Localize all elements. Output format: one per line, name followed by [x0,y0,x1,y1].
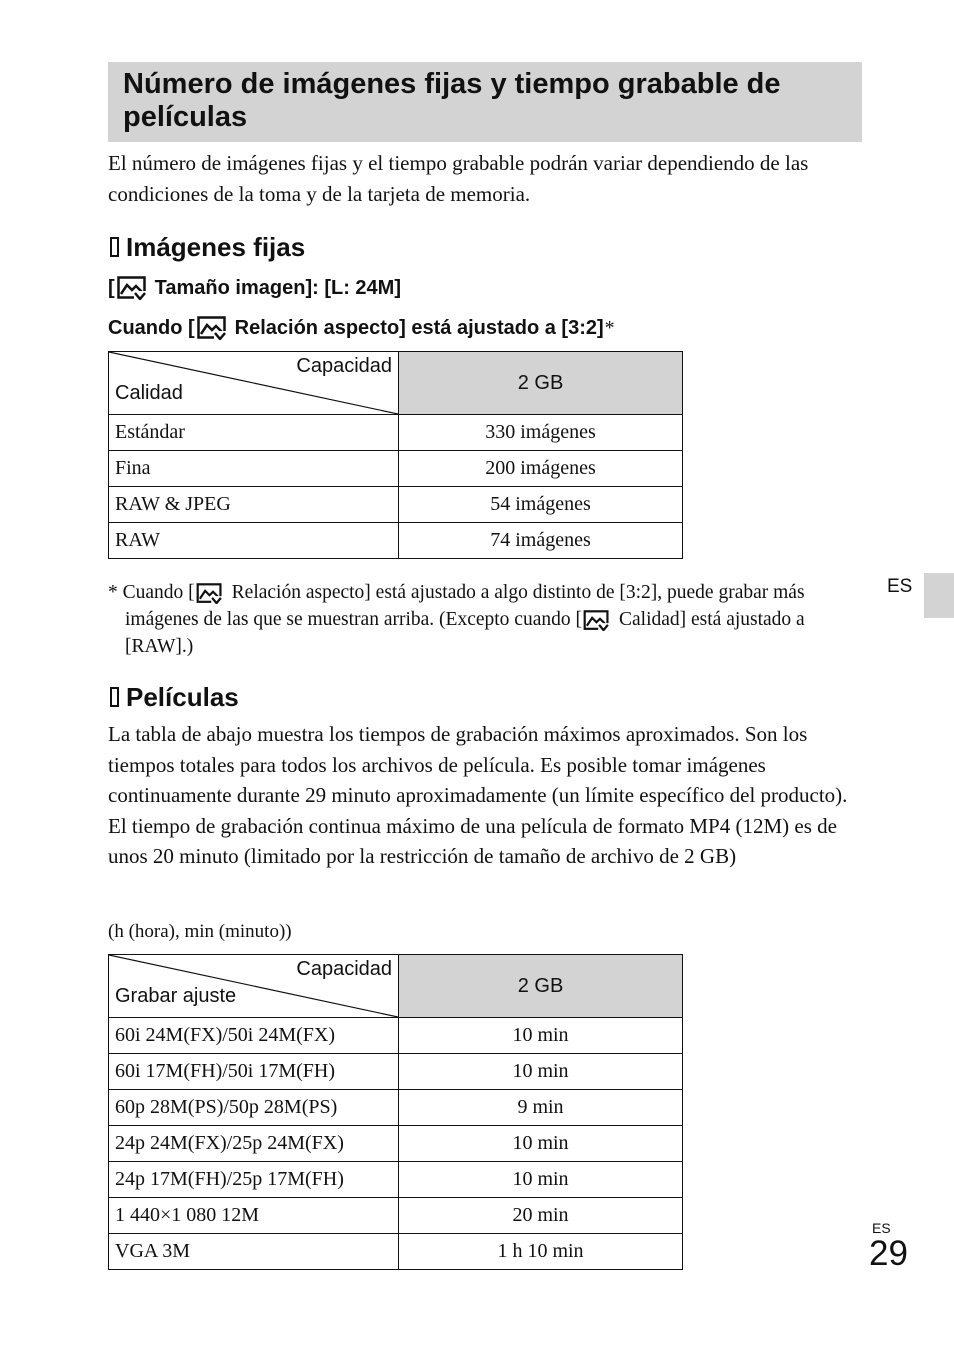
time-cell: 1 h 10 min [399,1234,683,1270]
footnote-part-1: * Cuando [ [108,582,195,603]
aspect-ratio-prefix: Cuando [ [108,317,195,339]
table-row [109,1198,683,1234]
record-setting-cell: VGA 3M [109,1234,399,1270]
quality-label: Calidad [115,382,183,404]
still-image-menu-icon [197,316,227,340]
page-title-box [108,62,862,142]
table-row [109,1018,683,1054]
footnote-part-3: Calidad] está ajustado a [RAW].) [125,609,805,657]
still-image-menu-icon [196,583,223,604]
quality-cell: RAW & JPEG [109,487,399,523]
time-cell: 10 min [399,1018,683,1054]
image-size-setting-text: Tamaño imagen]: [L: 24M] [154,277,401,299]
time-cell: 10 min [399,1126,683,1162]
units-note: (h (hora), min (minuto)) [108,921,292,942]
record-setting-cell: 1 440×1 080 12M [109,1198,399,1234]
table-row [109,487,683,523]
capacity-label: Capacidad [296,355,392,377]
table-row [109,1054,683,1090]
section-marker-icon [108,236,122,258]
table-row [109,1090,683,1126]
language-side-label: ES [887,576,913,597]
time-cell: 10 min [399,1054,683,1090]
still-image-menu-icon [117,276,147,300]
table-row [109,1162,683,1198]
page-number: 29 [869,1234,908,1273]
section-marker-icon [108,686,122,708]
aspect-ratio-footnote [108,579,864,660]
still-images-heading [108,232,305,262]
still-images-table [108,351,683,559]
time-cell: 9 min [399,1090,683,1126]
table-row [109,523,683,559]
record-setting-cell: 24p 24M(FX)/25p 24M(FX) [109,1126,399,1162]
still-image-menu-icon [583,610,610,631]
table-header-row [109,955,683,1018]
language-side-tab [924,573,954,618]
record-setting-cell: 24p 17M(FH)/25p 17M(FH) [109,1162,399,1198]
table-header-diagonal-cell [109,352,399,415]
page-title: Número de imágenes fijas y tiempo grabable de películas [123,68,781,133]
capacity-2gb-header: 2 GB [399,955,683,1018]
count-cell: 330 imágenes [399,415,683,451]
count-cell: 200 imágenes [399,451,683,487]
quality-cell: Fina [109,451,399,487]
record-setting-cell: 60p 28M(PS)/50p 28M(PS) [109,1090,399,1126]
quality-cell: Estándar [109,415,399,451]
aspect-ratio-asterisk: * [604,317,615,339]
table-row [109,1234,683,1270]
movies-heading [108,682,239,712]
image-size-setting [108,275,401,301]
table-header-diagonal-cell [109,955,399,1018]
quality-cell: RAW [109,523,399,559]
capacity-label: Capacidad [296,958,392,980]
capacity-2gb-header: 2 GB [399,352,683,415]
table-row [109,1126,683,1162]
movies-table [108,954,683,1270]
table-row [109,451,683,487]
record-setting-cell: 60i 17M(FH)/50i 17M(FH) [109,1054,399,1090]
count-cell: 74 imágenes [399,523,683,559]
table-header-row [109,352,683,415]
count-cell: 54 imágenes [399,487,683,523]
time-cell: 10 min [399,1162,683,1198]
movies-heading-text: Películas [126,682,239,712]
movies-paragraph: La tabla de abajo muestra los tiempos de grabación máximos aproximados. Son los tiempos totales para todos los archivos de película. Es posible tomar imágenes continuamente durante 29 minuto aproximadamente (un límite específico del producto). El tiempo de grabación continua máximo de una película de formato MP4 (12M) es de unos 20 minuto (limitado por la restricción de tamaño de archivo de 2 GB) [108,722,848,868]
aspect-ratio-text: Relación aspecto] está ajustado a [3:2] [234,317,604,339]
aspect-ratio-condition [108,315,615,341]
record-setting-cell: 60i 24M(FX)/50i 24M(FX) [109,1018,399,1054]
footnote-part-2: Relación aspecto] está ajustado a algo distinto de [3:2], puede grabar más imágenes de las que se muestran arriba. (Excepto cuando [ [125,582,805,630]
image-size-bracket: [ [108,277,115,299]
page-language-label: ES [872,1220,891,1236]
intro-paragraph: El número de imágenes fijas y el tiempo grabable podrán variar dependiendo de las condiciones de la toma y de la tarjeta de memoria. [108,151,809,206]
still-images-heading-text: Imágenes fijas [126,232,306,262]
record-setting-label: Grabar ajuste [115,985,237,1007]
time-cell: 20 min [399,1198,683,1234]
table-row [109,415,683,451]
